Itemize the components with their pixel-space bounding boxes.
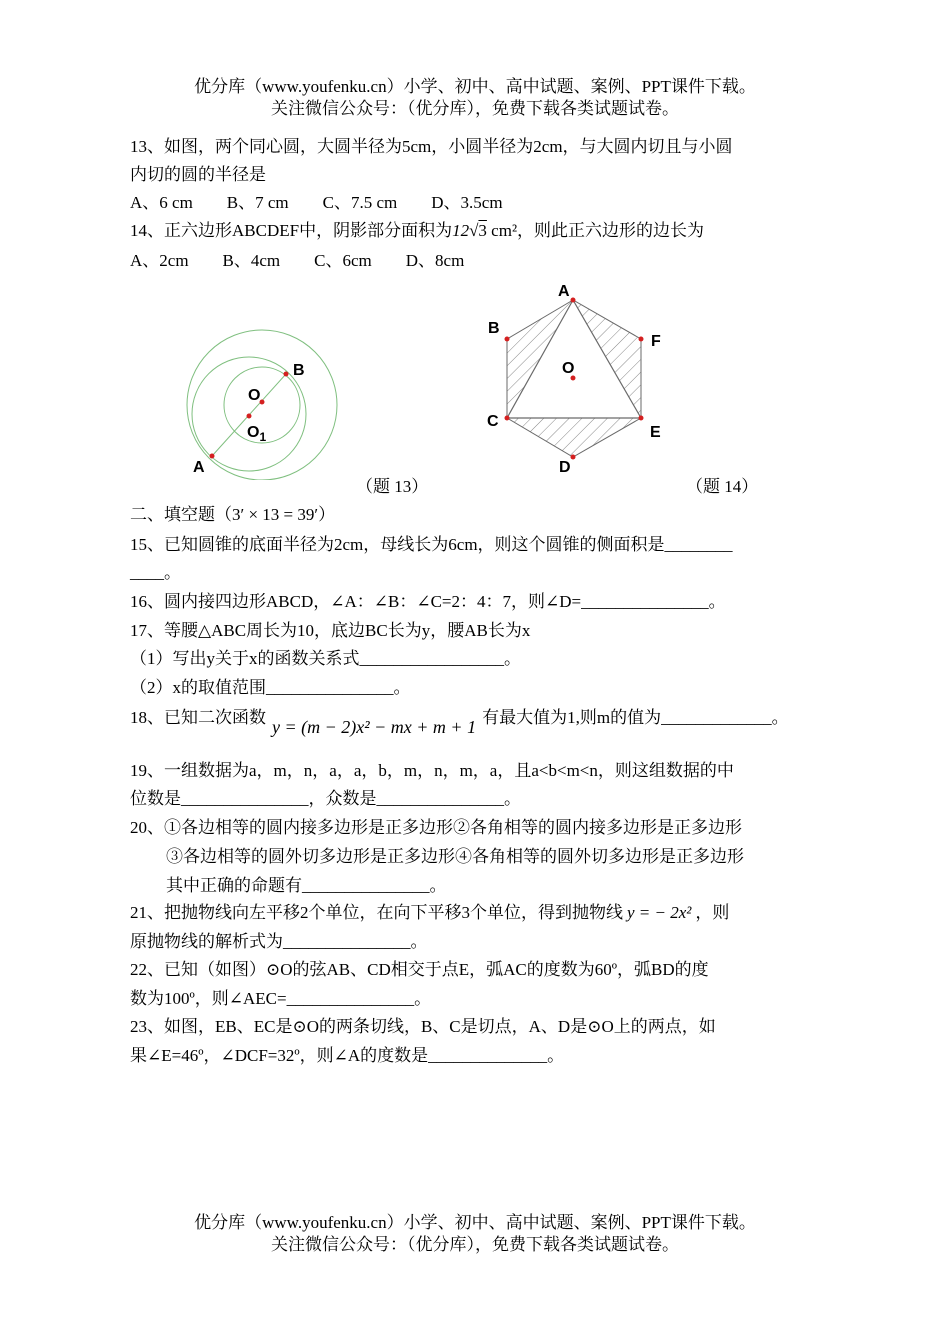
q18-formula: y = (m − 2)x² − mx + m + 1 <box>272 717 477 737</box>
q15-line-2: ____。 <box>130 563 181 582</box>
q23-line-1: 23、如图，EB、EC是⊙O的两条切线，B、C是切点，A、D是⊙O上的两点，如 <box>130 1017 716 1036</box>
point-a <box>210 454 215 459</box>
q21-formula: y = − 2x² <box>627 903 692 922</box>
q14-options: A、2cm B、4cm C、6cm D、8cm <box>130 251 465 270</box>
q18-suffix: 有最大值为1,则m的值为_____________。 <box>482 708 789 727</box>
q21-line-1 <box>130 902 729 924</box>
q19-line-2: 位数是_______________，众数是_______________。 <box>130 789 521 808</box>
q14-area-root: 3 <box>478 221 487 240</box>
point-o1 <box>247 414 252 419</box>
q17-line-1: 17、等腰△ABC周长为10，底边BC长为y，腰AB长为x <box>130 621 531 640</box>
q21-text-before: 21、把抛物线向左平移2个单位，在向下平移3个单位，得到抛物线 <box>130 903 623 922</box>
label-o1-main: O <box>247 424 260 441</box>
q17-line-2: （1）写出y关于x的函数关系式_________________。 <box>130 649 521 668</box>
label-o1-sub: 1 <box>259 430 267 444</box>
q14-line-1 <box>130 220 704 242</box>
label-b: B <box>293 362 305 379</box>
q18-line <box>130 706 789 737</box>
q18-prefix: 18、已知二次函数 <box>130 708 266 727</box>
footer-line-1: 优分库（www.youfenku.cn）小学、初中、高中试题、案例、PPT课件下载。 <box>194 1213 756 1232</box>
q14-area-coef: 12 <box>452 221 470 240</box>
point-e <box>639 416 644 421</box>
large-circle <box>187 330 337 480</box>
q23-line-2: 果∠E=46º，∠DCF=32º，则∠A的度数是______________。 <box>130 1046 565 1065</box>
figure-14-caption: （题 14） <box>686 477 759 496</box>
label-o: O <box>248 387 261 404</box>
q17-line-3: （2）x的取值范围_______________。 <box>130 678 411 697</box>
label-b: B <box>488 320 500 337</box>
label-e: E <box>650 424 661 441</box>
q13-line-1: 13、如图，两个同心圆，大圆半径为5cm，小圆半径为2cm，与大圆内切且与小圆 <box>130 137 733 156</box>
footer-line-2: 关注微信公众号：（优分库），免费下载各类试题试卷。 <box>271 1235 679 1254</box>
q21-line-2: 原抛物线的解析式为_______________。 <box>130 932 428 951</box>
q21-text-after: ，则 <box>695 903 730 922</box>
header-line-1: 优分库（www.youfenku.cn）小学、初中、高中试题、案例、PPT课件下载。 <box>194 77 756 96</box>
q20-line-2: ③各边相等的圆外切多边形是正多边形④各角相等的圆外切多边形是正多边形 <box>166 847 744 866</box>
q19-line-1: 19、一组数据为a，m，n，a，a，b，m，n，m，a，且a<b<m<n，则这组数据的中 <box>130 761 734 780</box>
q16-line-1: 16、圆内接四边形ABCD，∠A：∠B：∠C=2：4：7，则∠D=_______________。 <box>130 592 726 611</box>
q22-line-1: 22、已知（如图）⊙O的弦AB、CD相交于点E，弧AC的度数为60º，弧BD的度 <box>130 960 709 979</box>
point-a <box>571 298 576 303</box>
q20-line-1: 20、①各边相等的圆内接多边形是正多边形②各角相等的圆内接多边形是正多边形 <box>130 818 742 837</box>
point-b <box>284 372 289 377</box>
figure-13 <box>180 320 350 480</box>
q13-options: A、6 cm B、7 cm C、7.5 cm D、3.5cm <box>130 193 503 212</box>
figure-13-caption: （题 13） <box>356 477 429 496</box>
label-c: C <box>487 413 499 430</box>
q15-line-1: 15、已知圆锥的底面半径为2cm，母线长为6cm，则这个圆锥的侧面积是________ <box>130 535 733 554</box>
label-o: O <box>562 360 575 377</box>
header-line-2: 关注微信公众号：（优分库），免费下载各类试题试卷。 <box>271 99 679 118</box>
point-f <box>639 337 644 342</box>
point-b <box>505 337 510 342</box>
label-d: D <box>559 459 571 476</box>
q14-text-before: 14、正六边形ABCDEF中，阴影部分面积为 <box>130 221 453 240</box>
q14-text-after: cm²，则此正六边形的边长为 <box>486 221 705 240</box>
q20-line-3: 其中正确的命题有_______________。 <box>166 876 447 895</box>
section-2-title: 二、填空题（3′ × 13 = 39′） <box>130 505 336 524</box>
figure-14 <box>480 278 680 478</box>
q13-line-2: 内切的圆的半径是 <box>130 165 266 184</box>
label-a: A <box>193 459 205 476</box>
point-c <box>505 416 510 421</box>
label-f: F <box>651 333 661 350</box>
point-d <box>571 455 576 460</box>
q22-line-2: 数为100º，则∠AEC=_______________。 <box>130 989 432 1008</box>
sqrt-icon: √ <box>469 221 479 240</box>
label-a: A <box>558 283 570 300</box>
